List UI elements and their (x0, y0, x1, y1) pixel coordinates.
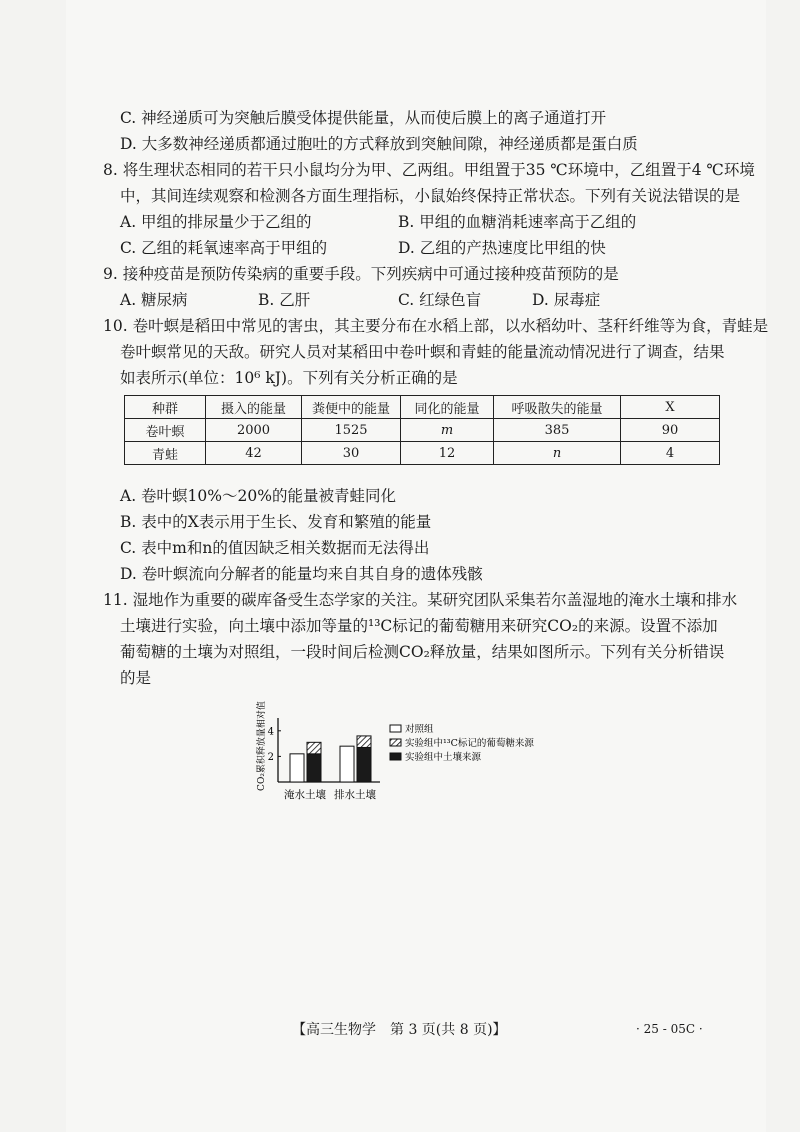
energy-table (124, 395, 720, 465)
q10-stem-2: 卷叶螟常见的天敌。研究人员对某稻田中卷叶螟和青蛙的能量流动情况进行了调查，结果 (120, 343, 725, 361)
table-cell: 青蛙 (125, 442, 206, 465)
table-header: 呼吸散失的能量 (494, 396, 621, 419)
table-cell: 2000 (206, 419, 302, 442)
q7-option-d: D. 大多数神经递质都通过胞吐的方式释放到突触间隙，神经递质都是蛋白质 (120, 135, 638, 153)
bar-glucose-source (357, 736, 371, 748)
q10-stem-1: 10. 卷叶螟是稻田中常见的害虫，其主要分布在水稻上部，以水稻幼叶、茎秆纤维等为食，青蛙是 (103, 317, 769, 335)
q8-option-c: C. 乙组的耗氧速率高于甲组的 (120, 239, 328, 257)
table-cell: 卷叶螟 (125, 419, 206, 442)
chart-y-axis-label: CO₂累积释放量相对值 (257, 701, 267, 791)
table-cell: 90 (621, 419, 720, 442)
q10-option-c: C. 表中m和n的值因缺乏相关数据而无法得出 (120, 539, 430, 557)
table-cell: 12 (401, 442, 494, 465)
q9-option-c: C. 红绿色盲 (398, 291, 482, 309)
q10-stem-3: 如表所示(单位：10⁶ kJ)。下列有关分析正确的是 (120, 369, 458, 387)
bar-control (290, 754, 304, 782)
q8-option-d: D. 乙组的产热速度比甲组的快 (398, 239, 606, 257)
table-cell: n (494, 442, 621, 465)
table-header: 种群 (125, 396, 206, 419)
table-header-row (125, 396, 720, 419)
table-header: X (621, 396, 720, 419)
q10-option-b: B. 表中的X表示用于生长、发育和繁殖的能量 (120, 513, 432, 531)
co2-bar-chart (250, 688, 550, 806)
bar-glucose-source (307, 742, 321, 754)
q9-option-d: D. 尿毒症 (532, 291, 601, 309)
page-code: · 25 - 05C · (636, 1022, 703, 1036)
table-header: 摄入的能量 (206, 396, 302, 419)
legend-swatch (390, 725, 401, 732)
legend-label: 实验组中土壤来源 (405, 752, 482, 763)
table-row (125, 442, 720, 465)
legend-label: 对照组 (405, 724, 434, 735)
q10-option-d: D. 卷叶螟流向分解者的能量均来自其自身的遗体残骸 (120, 565, 483, 583)
q9-option-b: B. 乙肝 (258, 291, 311, 309)
page-footer: 【高三生物学 第 3 页(共 8 页)】 (292, 1022, 507, 1038)
legend-swatch (390, 753, 401, 760)
table-cell: 42 (206, 442, 302, 465)
q8-option-b: B. 甲组的血糖消耗速率高于乙组的 (398, 213, 637, 231)
q11-stem-1: 11. 湿地作为重要的碳库备受生态学家的关注。某研究团队采集若尔盖湿地的淹水土壤和排水 (103, 591, 738, 609)
table-cell: 30 (302, 442, 401, 465)
q8-option-a: A. 甲组的排尿量少于乙组的 (120, 213, 312, 231)
q10-option-a: A. 卷叶螟10%～20%的能量被青蛙同化 (120, 487, 396, 505)
chart-x-tick-label: 淹水土壤 (284, 789, 326, 801)
table-cell: m (401, 419, 494, 442)
q9-stem: 9. 接种疫苗是预防传染病的重要手段。下列疾病中可通过接种疫苗预防的是 (103, 265, 619, 283)
table-header: 粪便中的能量 (302, 396, 401, 419)
bar-soil-source (357, 747, 371, 782)
q11-stem-4: 的是 (120, 669, 152, 687)
chart-y-tick-label: 2 (267, 751, 274, 763)
table-cell: 385 (494, 419, 621, 442)
q8-stem-2: 中，其间连续观察和检测各方面生理指标，小鼠始终保持正常状态。下列有关说法错误的是 (120, 187, 741, 205)
table-cell: 4 (621, 442, 720, 465)
table-cell: 1525 (302, 419, 401, 442)
chart-y-tick-label: 4 (267, 726, 274, 738)
legend-label: 实验组中¹³C标记的葡萄糖来源 (405, 738, 534, 749)
q8-stem-1: 8. 将生理状态相同的若干只小鼠均分为甲、乙两组。甲组置于35 ℃环境中，乙组置于4 ℃环境 (103, 161, 755, 179)
bar-control (340, 746, 354, 782)
q11-stem-2: 土壤进行实验，向土壤中添加等量的¹³C标记的葡萄糖用来研究CO₂的来源。设置不添加 (120, 617, 718, 635)
legend-swatch (390, 739, 401, 746)
table-header: 同化的能量 (401, 396, 494, 419)
q11-stem-3: 葡萄糖的土壤为对照组，一段时间后检测CO₂释放量，结果如图所示。下列有关分析错误 (120, 643, 725, 661)
q9-option-a: A. 糖尿病 (120, 291, 188, 309)
chart-x-tick-label: 排水土壤 (334, 789, 376, 801)
table-row (125, 419, 720, 442)
q7-option-c: C. 神经递质可为突触后膜受体提供能量，从而使后膜上的离子通道打开 (120, 109, 607, 127)
bar-soil-source (307, 754, 321, 782)
